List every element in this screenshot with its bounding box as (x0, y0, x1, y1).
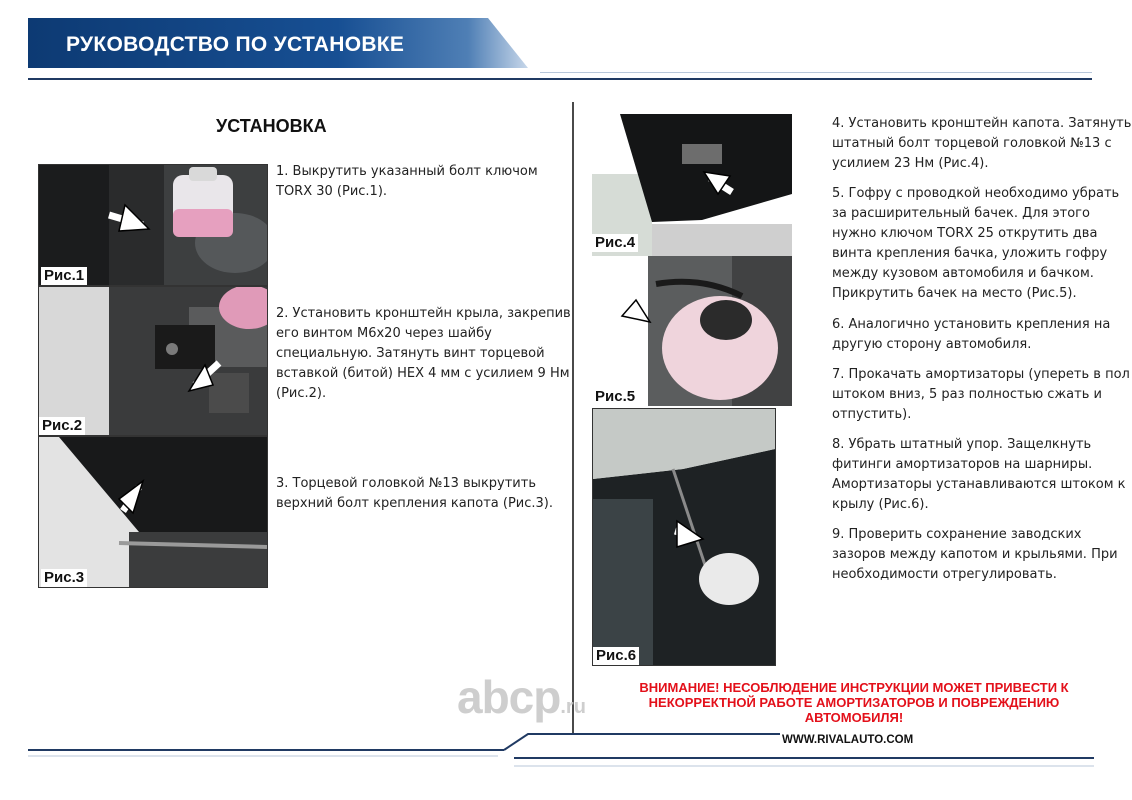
figure-5-label: Рис.5 (592, 388, 638, 406)
figure-3-label: Рис.3 (41, 569, 87, 587)
figure-2-label: Рис.2 (39, 417, 85, 435)
page-title: РУКОВОДСТВО ПО УСТАНОВКЕ (66, 33, 405, 56)
website-link[interactable]: WWW.RIVALAUTO.COM (782, 734, 914, 746)
step-2-text: 2. Установить кронштейн крыла, закрепив его винтом М6х20 через шайбу специальную. Затянуть винт торцевой вставкой (битой) HEX 4 мм с усилием 9 Нм (Рис.2). (276, 306, 571, 401)
column-divider (572, 102, 574, 734)
step-7-text: 7. Прокачать амортизаторы (упереть в пол штоком вниз, 5 раз полностью сжать и отпустить). (832, 367, 1130, 422)
footer-decor (28, 728, 1094, 774)
step-3-text: 3. Торцевой головкой №13 выкрутить верхний болт крепления капота (Рис.3). (276, 476, 553, 511)
warning-text: ВНИМАНИЕ! НЕСОБЛЮДЕНИЕ ИНСТРУКЦИИ МОЖЕТ ПРИВЕСТИ К НЕКОРРЕКТНОЙ РАБОТЕ АМОРТИЗАТОРОВ И ПОВРЕЖДЕНИЮ АВТОМОБИЛЯ! (639, 680, 1069, 725)
step-8-text: 8. Убрать штатный упор. Защелкнуть фитинги амортизаторов на шарниры. Амортизаторы устанавливаются штоком к крылу (Рис.6). (832, 437, 1126, 512)
header-divider-line (28, 78, 1092, 80)
step-1-text: 1. Выкрутить указанный болт ключом TORX 30 (Рис.1). (276, 164, 538, 199)
figure-1-photo (38, 164, 268, 286)
figure-6-label: Рис.6 (593, 647, 639, 665)
figure-6-photo (592, 408, 776, 666)
step-9-text: 9. Проверить сохранение заводских зазоров между капотом и крыльями. При необходимости отрегулировать. (832, 527, 1118, 582)
step-6-text: 6. Аналогично установить крепления на другую сторону автомобиля. (832, 317, 1111, 352)
step-4-text: 4. Установить кронштейн капота. Затянуть штатный болт торцевой головкой №13 с усилием 23 Нм (Рис.4). (832, 116, 1132, 171)
figure-2-photo (38, 286, 268, 436)
figure-4-label: Рис.4 (592, 234, 638, 252)
figure-5-photo (592, 256, 792, 406)
figure-3-photo (38, 436, 268, 588)
section-heading: УСТАНОВКА (216, 116, 327, 136)
figure-1-label: Рис.1 (41, 267, 87, 285)
step-5-text: 5. Гофру с проводкой необходимо убрать за расширительный бачек. Для этого нужно ключом TORX 25 открутить два винта крепления бачка, уложить гофру между кузовом автомобиля и бачком. Прикрутить бачек на место (Рис.5). (832, 186, 1120, 301)
watermark-logo: abcp.ru (457, 671, 586, 723)
figure-4-photo (592, 114, 792, 256)
header-accent-line (540, 72, 1092, 73)
